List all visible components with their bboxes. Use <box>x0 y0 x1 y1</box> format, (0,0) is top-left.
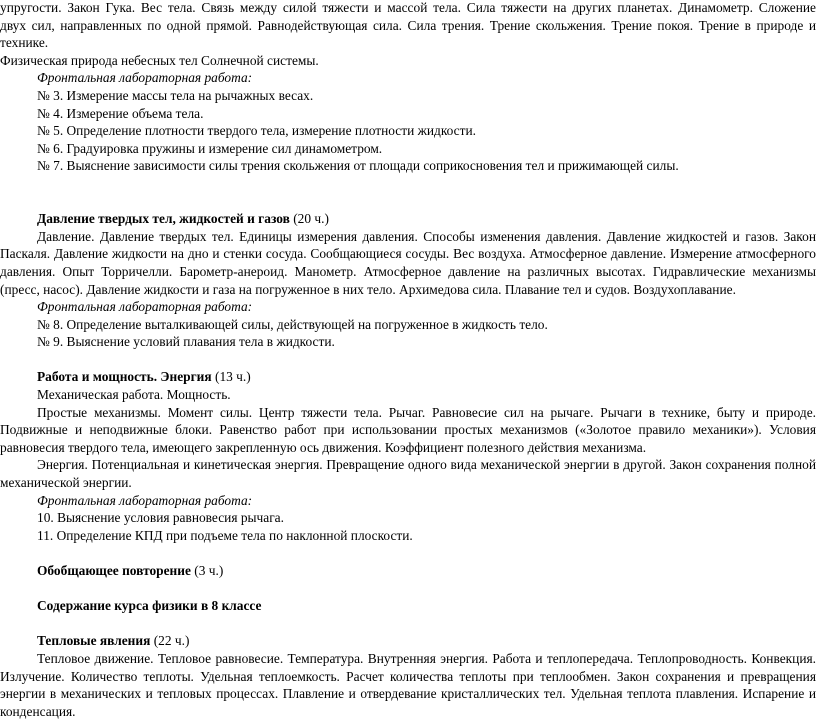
section-title: Работа и мощность. Энергия <box>37 369 212 385</box>
paragraph-line: Физическая природа небесных тел Солнечной системы. <box>0 52 319 68</box>
section-hours: (20 ч.) <box>289 211 329 227</box>
lab-work-heading: Фронтальная лабораторная работа: <box>37 492 253 508</box>
lab-work-item: № 7. Выяснение зависимости силы трения скольжения от площади соприкосновения тел и прижимающей силы. <box>37 158 679 174</box>
lab-work-item: 10. Выяснение условия равновесия рычага. <box>37 510 284 526</box>
section-hours: (22 ч.) <box>150 633 190 649</box>
lab-work-item: № 4. Измерение объема тела. <box>37 105 204 121</box>
section-heading <box>0 368 816 386</box>
paragraph-line: упругости. Закон Гука. Вес тела. Связь между силой тяжести и массой тела. Сила тяжести на других планетах. Динамометр. Сложение <box>0 0 816 15</box>
section-paragraph: Простые механизмы. Момент силы. Центр тяжести тела. Рычаг. Равновесие сил на рычаге. Рычаги в технике, быту и природе. Подвижные и неподвижные блоки. Равенство работ при использовании простых механизмов («Золотое правило механики»). Условия равновесия твердого тела, имеющего закрепленную ось движения. Коэффициент полезного действия механизма. <box>0 404 816 455</box>
section-paragraph: Тепловое движение. Тепловое равновесие. Температура. Внутренняя энергия. Работа и теплопередача. Теплопроводность. Конвекция. Излучение. Количество теплоты. Удельная теплоемкость. Расчет количества теплоты при теплообмен. Закон сохранения и превращения энергии в механических и тепловых процессах. Плавление и отвердевание кристаллических тел. Удельная теплота плавления. Испарение и конденсация. <box>0 650 816 719</box>
section-heading <box>0 632 816 650</box>
paragraph-line: двух сил, направленных по одной прямой. Равнодействующая сила. Сила трения. Трение скольжения. Трение покоя. Трение в природе и технике. <box>0 17 816 51</box>
lab-work-item: № 6. Градуировка пружины и измерение сил динамометром. <box>37 140 383 156</box>
section-title: Тепловые явления <box>37 633 151 649</box>
course-heading <box>0 597 816 615</box>
section-hours: (3 ч.) <box>190 563 224 578</box>
section-paragraph: Давление. Давление твердых тел. Единицы измерения давления. Способы изменения давления. Давление жидкостей и газов. Закон Паскаля. Давление жидкости на дно и стенки сосуда. Сообщающиеся сосуды. Вес воздуха. Атмосферное давление. Измерение атмосферного давления. Опыт Торричелли. Барометр-анероид. Манометр. Атмосферное давление на различных высотах. Гидравлические механизмы (пресс, насос). Давление жидкости и газа на погруженное в них тело. Архимедова сила. Плавание тел и судов. Воздухоплавание. <box>0 228 816 297</box>
lab-work-item: № 8. Определение выталкивающей силы, действующей на погруженное в жидкость тело. <box>37 316 548 332</box>
section-title: Обобщающее повторение <box>37 563 191 578</box>
lab-work-item: № 3. Измерение массы тела на рычажных весах. <box>37 87 314 103</box>
section-title: Давление твердых тел, жидкостей и газов <box>37 211 290 227</box>
section-paragraph: Механическая работа. Мощность. <box>37 387 231 403</box>
section-paragraph: Энергия. Потенциальная и кинетическая энергия. Превращение одного вида механической энергии в другой. Закон сохранения полной механической энергии. <box>0 457 816 491</box>
section-heading <box>0 210 816 228</box>
section-hours: (13 ч.) <box>211 369 251 385</box>
lab-work-heading: Фронтальная лабораторная работа: <box>37 299 253 315</box>
section-heading <box>0 562 816 580</box>
lab-work-item: 11. Определение КПД при подъеме тела по наклонной плоскости. <box>37 527 413 543</box>
lab-work-item: № 9. Выяснение условий плавания тела в жидкости. <box>37 334 335 350</box>
lab-work-heading: Фронтальная лабораторная работа: <box>37 70 253 86</box>
section-title: Содержание курса физики в 8 классе <box>37 598 262 614</box>
lab-work-item: № 5. Определение плотности твердого тела, измерение плотности жидкости. <box>37 123 476 139</box>
